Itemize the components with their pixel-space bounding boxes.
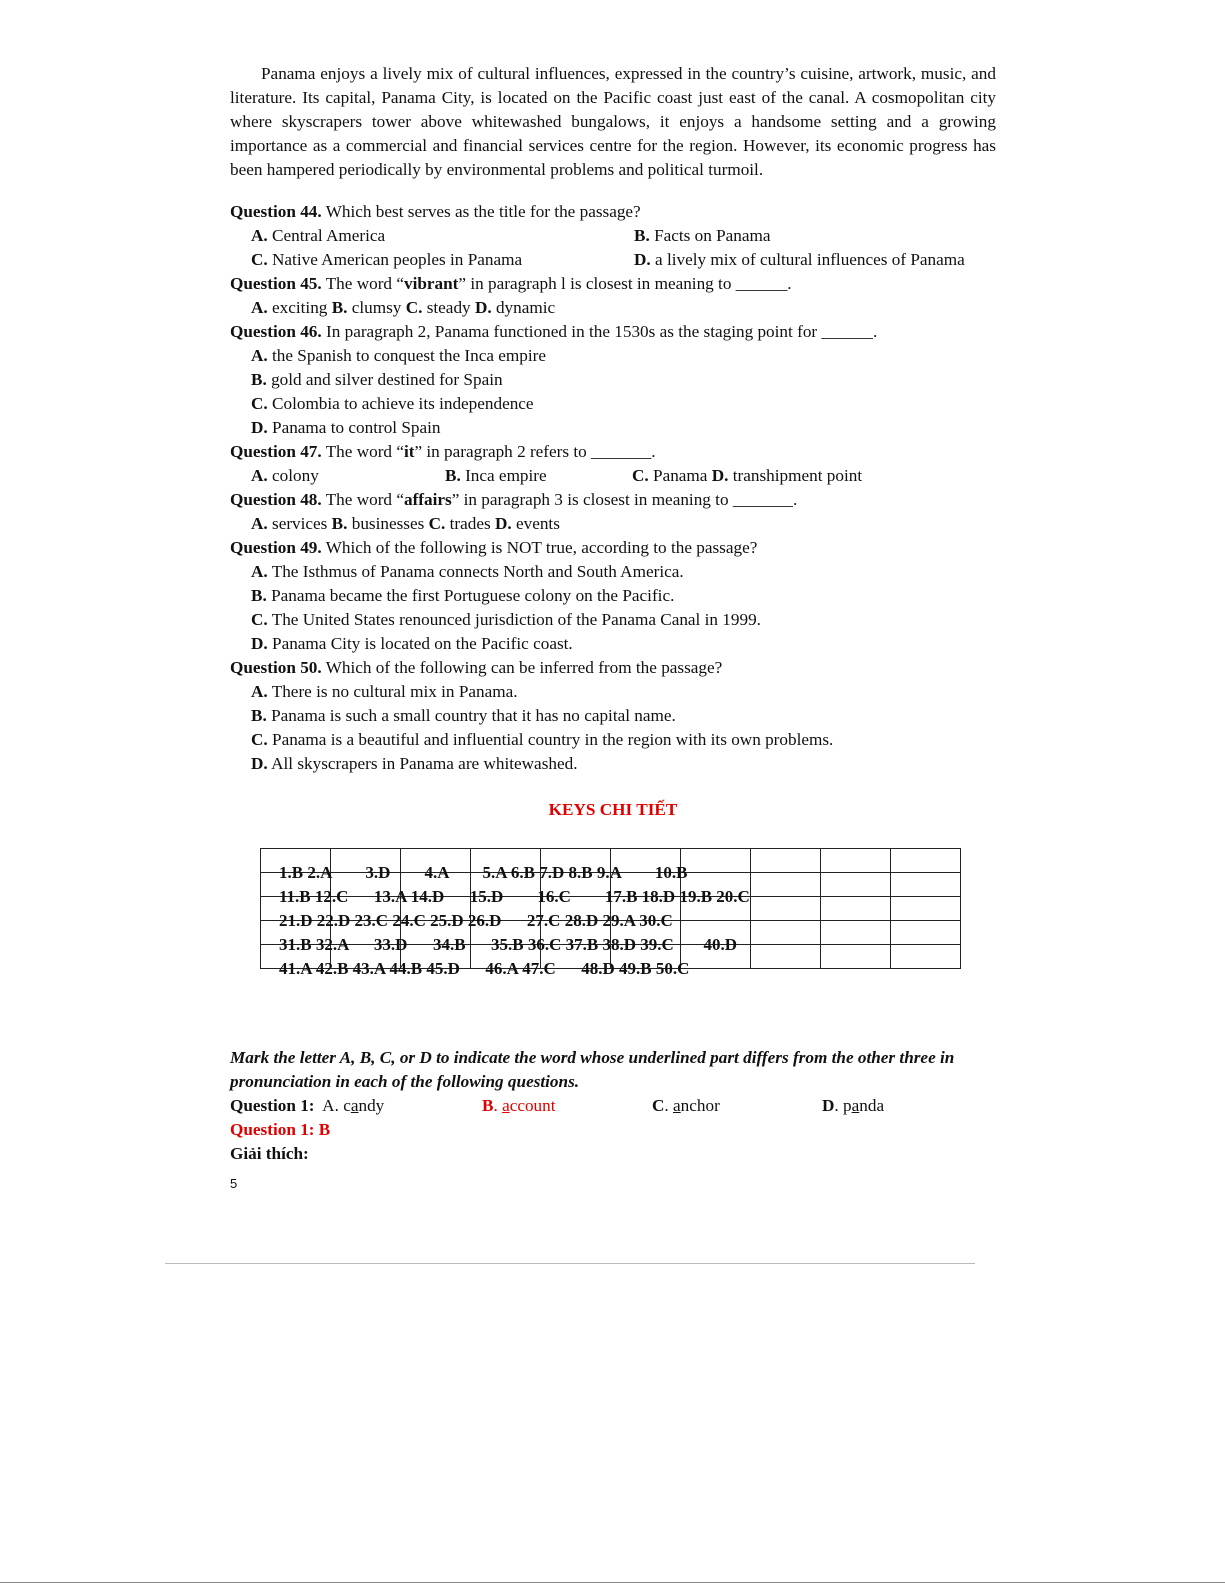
question-50 [230,656,996,776]
option-letter: A. [251,562,268,581]
answer-line: Question 1: B [230,1120,331,1139]
page-number: 5 [230,1176,238,1191]
question-1: Question 1: A. candy B. account C. anchor D. panda [230,1096,885,1115]
question-47 [230,440,996,488]
question-text: ” in paragraph l is closest in meaning to ______. [458,274,792,293]
option-letter: D. [251,634,268,653]
option-a: colony [272,466,319,485]
option-a: services [272,514,328,533]
option-d: events [515,514,560,533]
option-letter: D [822,1096,835,1115]
option-letter: C. [428,514,446,533]
option-letter: A. [251,514,268,533]
option-letter: B. [331,298,348,317]
option-letter: A [322,1096,335,1115]
question-label: Question 1: [230,1096,315,1115]
page-divider [165,1263,975,1264]
option-c: Panama is a beautiful and influential country in the region with its own problems. [272,730,834,749]
option-a: Central America [272,226,386,245]
option-letter: C. [251,250,268,269]
option-letter: B. [331,514,348,533]
option-letter: D. [474,298,492,317]
option-c-part: nchor [680,1096,720,1115]
table-row [261,849,961,873]
key-row-text: 21.D 22.D 23.C 24.C 25.D 26.D 27.C 28.D 29.A 30.C [279,910,673,930]
option-b-part: ccount [509,1096,556,1115]
option-letter: B. [251,706,267,725]
option-letter: C. [251,730,268,749]
key-word: it [403,442,415,461]
option-letter: C. [632,466,649,485]
option-letter: B. [445,466,461,485]
pronunciation-section [230,1046,1000,1191]
question-text: The word “ [325,442,404,461]
keys-title: KEYS CHI TIẾT [548,800,678,819]
key-row-text: 1.B 2.A 3.D 4.A 5.A 6.B 7.D 8.B 9.A 10.B [279,862,688,882]
option-letter: C [652,1096,665,1115]
option-letter: A. [251,682,268,701]
option-a: There is no cultural mix in Panama. [271,682,518,701]
question-text: Which of the following is NOT true, according to the passage? [325,538,758,557]
option-letter: D. [251,418,268,437]
option-letter: C. [405,298,423,317]
option-b: clumsy [351,298,402,317]
question-label: Question 50. [230,658,322,677]
option-d: Panama to control Spain [272,418,441,437]
option-d: transhipment point [732,466,863,485]
option-letter: D. [711,466,729,485]
option-c: The United States renounced jurisdiction of the Panama Canal in 1999. [271,610,761,629]
option-a: the Spanish to conquest the Inca empire [272,346,546,365]
question-48 [230,488,996,536]
option-d: dynamic [495,298,556,317]
question-44 [230,200,996,272]
option-letter: A. [251,466,268,485]
option-b: gold and silver destined for Spain [271,370,503,389]
option-b: Inca empire [465,466,547,485]
question-text: The word “ [325,274,404,293]
option-letter: A. [251,298,268,317]
question-text: Which of the following can be inferred from the passage? [325,658,723,677]
table-row [261,897,961,921]
question-45 [230,272,996,320]
question-label: Question 47. [230,442,322,461]
underlined-part: a [350,1096,359,1115]
option-d-part: p [843,1096,852,1115]
key-word: affairs [403,490,452,509]
option-d: a lively mix of cultural influences of Panama [655,250,965,269]
key-row-text: 41.A 42.B 43.A 44.B 45.D 46.A 47.C 48.D 49.B 50.C [279,958,690,978]
option-letter: B. [251,370,267,389]
option-a: exciting [272,298,328,317]
underlined-part: a [673,1096,681,1115]
option-a-part: ndy [358,1096,385,1115]
option-c: Colombia to achieve its independence [272,394,534,413]
bottom-border [0,1582,1225,1583]
option-c: Native American peoples in Panama [272,250,523,269]
option-letter: D. [494,514,512,533]
question-label: Question 44. [230,202,322,221]
instruction-text: Mark the letter A, B, C, or D to indicate the word whose underlined part differs from the other three in pronunciation in each of the following questions. [230,1048,955,1091]
option-d-part: nda [859,1096,885,1115]
option-letter: C. [251,610,268,629]
table-row [261,873,961,897]
option-a-part: c [343,1096,351,1115]
option-letter: B. [251,586,267,605]
key-row-text: 31.B 32.A 33.D 34.B 35.B 36.C 37.B 38.D 39.C 40.D [279,934,738,954]
option-d: Panama City is located on the Pacific coast. [272,634,573,653]
explanation-label: Giải thích: [230,1144,309,1163]
option-letter: B. [634,226,650,245]
key-word: vibrant [403,274,459,293]
question-text: Which best serves as the title for the passage? [325,202,641,221]
option-letter: A. [251,346,268,365]
option-letter: D. [634,250,651,269]
question-label: Question 49. [230,538,322,557]
option-letter: C. [251,394,268,413]
option-letter: A. [251,226,268,245]
option-b: Panama is such a small country that it has no capital name. [271,706,676,725]
option-d: All skyscrapers in Panama are whitewashed. [271,754,578,773]
table-row [261,945,961,969]
question-text: In paragraph 2, Panama functioned in the 1530s as the staging point for ______. [325,322,878,341]
table-row [261,921,961,945]
question-text: ” in paragraph 2 refers to _______. [414,442,656,461]
question-label: Question 45. [230,274,322,293]
option-letter: B [482,1096,494,1115]
question-label: Question 48. [230,490,322,509]
underlined-part: a [502,1096,510,1115]
passage-paragraph: Panama enjoys a lively mix of cultural influences, expressed in the country’s cuisine, artwork, music, and literature. Its capital, Panama City, is located on the Pacific coast just east of the canal. A cosmopolitan city where skyscrapers tower above whitewashed bungalows, it enjoys a handsome setting and a growing importance as a commercial and financial services centre for the region. However, its economic progress has been hampered periodically by environmental problems and political turmoil. [230,64,996,179]
document-page [230,62,996,822]
option-c: steady [426,298,471,317]
option-a: The Isthmus of Panama connects North and South America. [271,562,684,581]
option-b: businesses [351,514,425,533]
question-text: The word “ [325,490,404,509]
question-text: ” in paragraph 3 is closest in meaning to _______. [451,490,798,509]
option-b: Panama became the first Portuguese colony on the Pacific. [271,586,675,605]
answer-key-table [260,848,961,978]
option-b: Facts on Panama [654,226,771,245]
question-49 [230,536,996,656]
underlined-part: a [851,1096,860,1115]
option-letter: D. [251,754,268,773]
question-label: Question 46. [230,322,322,341]
key-row-text: 11.B 12.C 13.A 14.D 15.D 16.C 17.B 18.D 19.B 20.C [279,886,750,906]
option-c: trades [449,514,491,533]
question-46 [230,320,996,440]
option-c: Panama [653,466,708,485]
